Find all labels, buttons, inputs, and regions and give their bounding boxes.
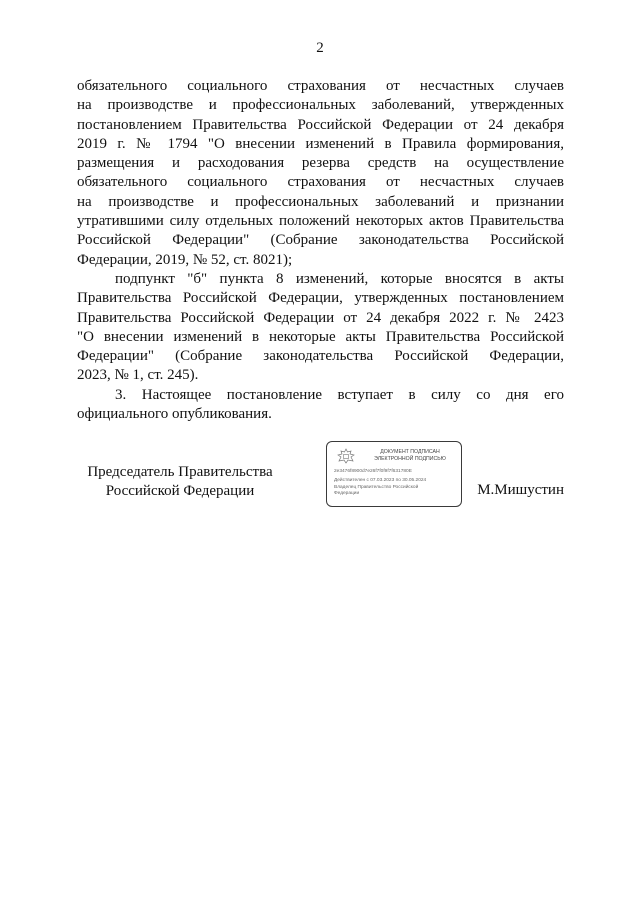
stamp-certificate: 2e3476f8900d7e26f7f0f9f7f631780E <box>334 469 412 474</box>
electronic-signature-stamp <box>326 441 462 507</box>
body-line: Федерации" (Собрание законодательства Российской Федерации, <box>77 348 564 365</box>
body-line: размещения и расходования резерва средств на осуществление <box>77 155 564 172</box>
body-line: подпункт "б" пункта 8 изменений, которые вносятся в акты <box>115 270 564 287</box>
stamp-header-line-1: ДОКУМЕНТ ПОДПИСАН <box>380 449 440 455</box>
page-number: 2 <box>316 40 324 56</box>
body-line: 2019 г. № 1794 "О внесении изменений в Правила формирования, <box>77 135 564 152</box>
body-line: официального опубликования. <box>77 406 272 423</box>
state-emblem-icon <box>335 448 357 464</box>
body-line: обязательного социального страхования от несчастных случаев <box>77 78 564 94</box>
stamp-header-line-2: ЭЛЕКТРОННОЙ ПОДПИСЬЮ <box>374 456 446 462</box>
body-line: на производстве и профессиональных заболеваний, утвержденных <box>77 97 564 114</box>
body-line: 2023, № 1, ст. 245). <box>77 367 199 384</box>
body-line: 3. Настоящее постановление вступает в силу со дня его <box>115 386 564 403</box>
body-line: "О внесении изменений в некоторые акты Правительства Российской <box>77 328 564 345</box>
body-line: утратившими силу отдельных положений некоторых актов Правительства <box>77 213 564 230</box>
stamp-owner-line-1: Владелец Правительство Российской <box>334 485 419 490</box>
body-line: Правительства Российской Федерации, утвержденных постановлением <box>77 290 564 307</box>
body-line: Правительства Российской Федерации от 24 декабря 2022 г. № 2423 <box>77 309 564 326</box>
body-line: на производстве и профессиональных заболеваний и признании <box>77 193 564 210</box>
stamp-owner-line-2: Федерации <box>334 491 360 496</box>
body-line: постановлением Правительства Российской Федерации от 24 декабря <box>77 116 564 133</box>
signatory-name: М.Мишустин <box>477 482 564 498</box>
signatory-title <box>77 463 283 501</box>
body-line: Федерации, 2019, № 52, ст. 8021); <box>77 251 293 268</box>
document-body <box>77 77 564 424</box>
stamp-header <box>363 449 457 463</box>
signatory-title-line-1: Председатель Правительства <box>87 464 273 480</box>
body-line: обязательного социального страхования от несчастных случаев <box>77 174 564 191</box>
stamp-validity: Действителен с 07.03.2023 по 30.05.2024 <box>334 478 427 483</box>
body-line: Российской Федерации" (Собрание законодательства Российской <box>77 232 564 249</box>
signatory-title-line-2: Российской Федерации <box>105 483 255 499</box>
